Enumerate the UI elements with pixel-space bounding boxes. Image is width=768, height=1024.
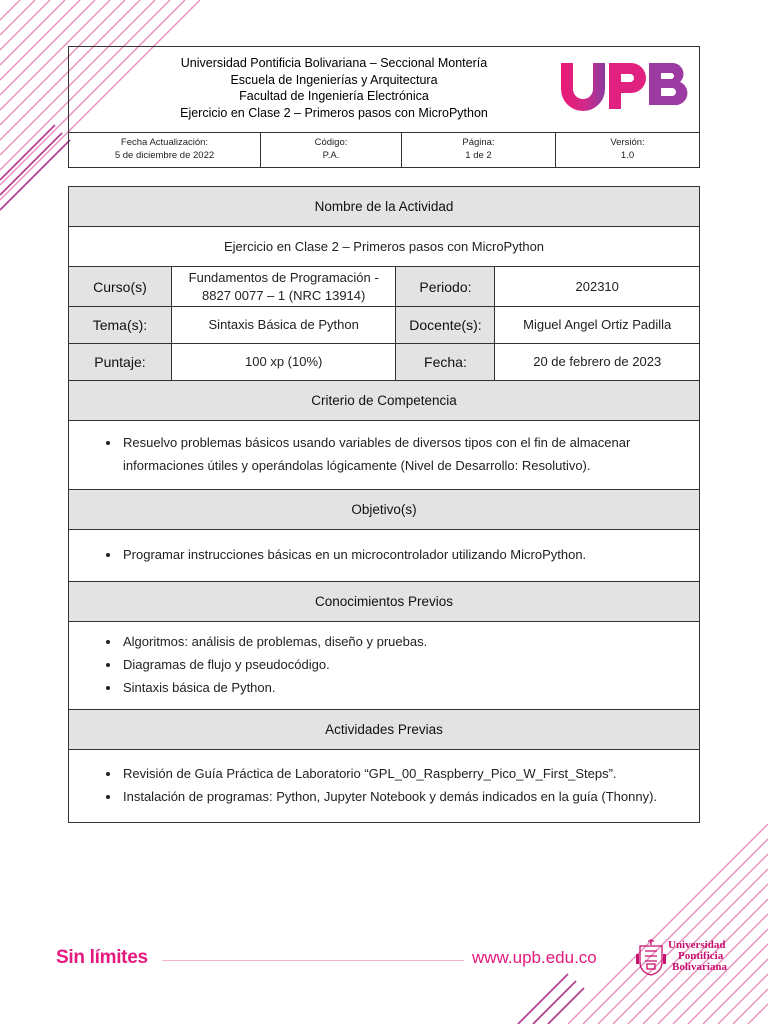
meta-version bbox=[556, 132, 699, 167]
objectives-content bbox=[69, 530, 700, 582]
prior-knowledge-content bbox=[69, 622, 700, 710]
prior-activities-content bbox=[69, 750, 700, 823]
meta-version-label: Versión: bbox=[610, 137, 645, 148]
objectives-list bbox=[101, 543, 679, 566]
competence-heading: Criterio de Competencia bbox=[69, 381, 700, 421]
meta-page bbox=[402, 132, 556, 167]
upb-logo bbox=[557, 59, 697, 113]
document-header bbox=[68, 46, 700, 168]
header-school: Escuela de Ingenierías y Arquitectura bbox=[230, 72, 438, 87]
list-item: • Sintaxis básica de Python. bbox=[121, 676, 679, 699]
course-label: Curso(s) bbox=[69, 267, 172, 307]
header-university: Universidad Pontificia Bolivariana – Seccional Montería bbox=[180, 56, 488, 70]
footer-website-link[interactable]: www.upb.edu.co bbox=[472, 948, 597, 967]
score-label: Puntaje: bbox=[69, 344, 172, 381]
meta-page-label: Página: bbox=[462, 137, 495, 148]
activity-name: Ejercicio en Clase 2 – Primeros pasos con MicroPython bbox=[69, 227, 700, 267]
teacher-label: Docente(s): bbox=[396, 307, 495, 344]
list-item: • Instalación de programas: Python, Jupyter Notebook y demás indicados en la guía (Thonny). bbox=[121, 785, 679, 808]
competence-content bbox=[69, 421, 700, 490]
activity-table bbox=[68, 186, 700, 823]
meta-page-value: 1 de 2 bbox=[465, 150, 492, 161]
header-title-lines bbox=[129, 55, 539, 121]
topic-label: Tema(s): bbox=[69, 307, 172, 344]
competence-list bbox=[101, 431, 679, 477]
course-value-line1: Fundamentos de Programación - bbox=[188, 269, 379, 285]
course-value bbox=[171, 267, 396, 307]
score-value: 100 xp (10%) bbox=[171, 344, 396, 381]
list-item: • Revisión de Guía Práctica de Laboratorio “GPL_00_Raspberry_Pico_W_First_Steps”. bbox=[121, 762, 679, 785]
teacher-value: Miguel Angel Ortiz Padilla bbox=[495, 307, 700, 344]
header-exercise-title: Ejercicio en Clase 2 – Primeros pasos con MicroPython bbox=[180, 105, 488, 120]
topic-value: Sintaxis Básica de Python bbox=[171, 307, 396, 344]
period-label: Periodo: bbox=[396, 267, 495, 307]
list-item: • Resuelvo problemas básicos usando variables de diversos tipos con el fin de almacenar informaciones útiles y operándolas lógicamente (Nivel de Desarrollo: Resolutivo). bbox=[121, 431, 679, 477]
prior-activities-heading: Actividades Previas bbox=[69, 710, 700, 750]
footer-university-line2: Pontificia bbox=[678, 950, 724, 962]
meta-updated-value: 5 de diciembre de 2022 bbox=[114, 150, 215, 161]
prior-knowledge-list bbox=[101, 630, 679, 699]
date-value: 20 de febrero de 2023 bbox=[495, 344, 700, 381]
date-label: Fecha: bbox=[396, 344, 495, 381]
footer-university-name bbox=[668, 940, 727, 973]
meta-version-value: 1.0 bbox=[620, 150, 635, 161]
list-item: • Programar instrucciones básicas en un microcontrolador utilizando MicroPython. bbox=[121, 543, 679, 566]
meta-updated-label: Fecha Actualización: bbox=[120, 137, 209, 148]
meta-code bbox=[261, 132, 402, 167]
prior-knowledge-heading: Conocimientos Previos bbox=[69, 582, 700, 622]
meta-updated bbox=[69, 132, 261, 167]
meta-code-value: P.A. bbox=[322, 150, 340, 161]
activity-name-heading: Nombre de la Actividad bbox=[69, 187, 700, 227]
footer-slogan: Sin límites bbox=[56, 947, 148, 968]
list-item: • Diagramas de flujo y pseudocódigo. bbox=[121, 653, 679, 676]
header-title-area bbox=[69, 47, 699, 133]
prior-activities-list bbox=[101, 762, 679, 808]
footer-university-line3: Bolivariana bbox=[672, 961, 728, 973]
university-seal-icon bbox=[636, 938, 666, 976]
objectives-heading: Objetivo(s) bbox=[69, 490, 700, 530]
period-value: 202310 bbox=[495, 267, 700, 307]
header-meta-row bbox=[69, 132, 699, 167]
list-item: • Algoritmos: análisis de problemas, diseño y pruebas. bbox=[121, 630, 679, 653]
course-value-line2: 8827 0077 – 1 (NRC 13914) bbox=[202, 287, 366, 303]
footer-university-line1: Universidad bbox=[668, 939, 726, 951]
header-faculty: Facultad de Ingeniería Electrónica bbox=[239, 89, 429, 103]
meta-code-label: Código: bbox=[314, 137, 348, 148]
footer-divider bbox=[162, 960, 464, 961]
